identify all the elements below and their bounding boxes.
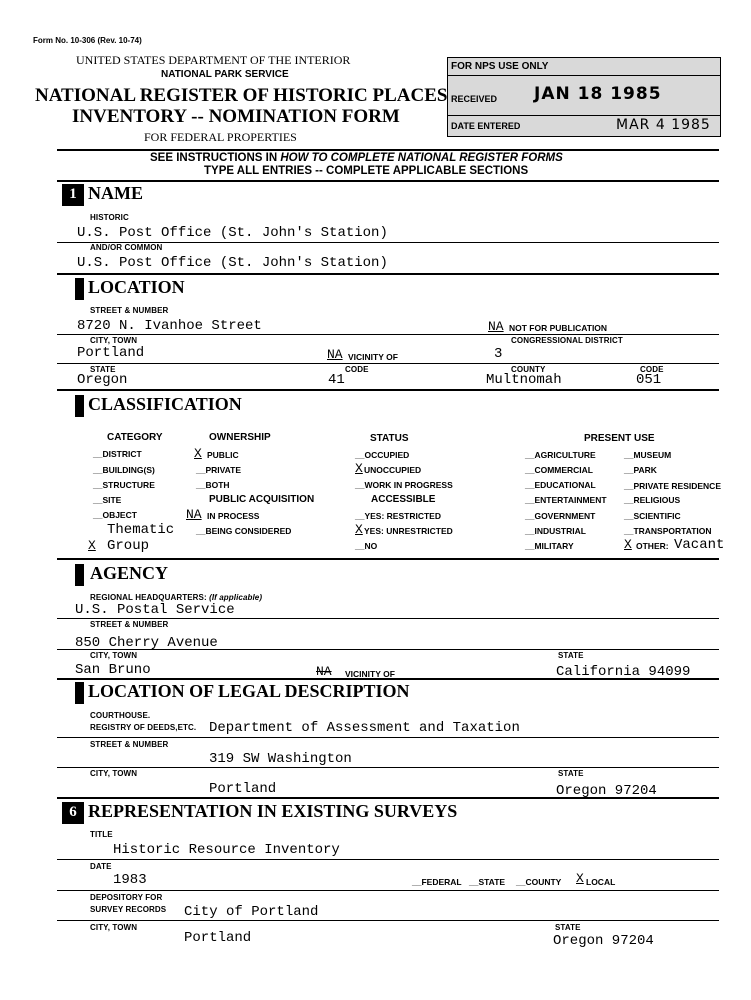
use-museum: __MUSEUM bbox=[624, 450, 672, 460]
use-religious: __RELIGIOUS bbox=[624, 495, 681, 505]
received-label: RECEIVED bbox=[451, 94, 498, 104]
survey-date-label: DATE bbox=[90, 862, 112, 871]
instructions-prefix: SEE INSTRUCTIONS IN bbox=[150, 152, 281, 164]
status-heading: STATUS bbox=[370, 433, 409, 444]
use-scientific: __SCIENTIFIC bbox=[624, 511, 681, 521]
instructions-rule bbox=[57, 180, 719, 182]
category-site: __SITE bbox=[93, 495, 122, 505]
historic-name-value: U.S. Post Office (St. John's Station) bbox=[77, 225, 388, 241]
registry-value: Department of Assessment and Taxation bbox=[209, 720, 520, 736]
agency-street-label: STREET & NUMBER bbox=[90, 620, 169, 629]
use-educational: __EDUCATIONAL bbox=[525, 480, 596, 490]
survey-local-mark: X bbox=[576, 871, 584, 886]
section-4-rule bbox=[57, 678, 719, 680]
registry-rule bbox=[57, 737, 719, 738]
use-entertainment: __ENTERTAINMENT bbox=[525, 495, 607, 505]
hq-rule bbox=[57, 618, 719, 619]
use-industrial: __INDUSTRIAL bbox=[525, 526, 586, 536]
section-6-number: 6 bbox=[62, 802, 84, 824]
section-2-rule bbox=[57, 389, 719, 391]
state-code-value: 41 bbox=[328, 372, 345, 388]
service-name: NATIONAL PARK SERVICE bbox=[161, 69, 289, 80]
city-rule bbox=[57, 363, 719, 364]
form-title-line1: NATIONAL REGISTER OF HISTORIC PLACES bbox=[35, 85, 448, 106]
vicinity-mark: NA bbox=[327, 347, 343, 362]
agency-state-label: STATE bbox=[558, 651, 584, 660]
section-5-title: LOCATION OF LEGAL DESCRIPTION bbox=[88, 681, 410, 701]
group-value: Group bbox=[107, 538, 150, 554]
status-occupied: __OCCUPIED bbox=[355, 450, 410, 460]
street-rule bbox=[57, 334, 719, 335]
city-value: Portland bbox=[77, 345, 145, 361]
acq-being-considered: __BEING CONSIDERED bbox=[196, 526, 292, 536]
status-unoccupied-mark: X bbox=[355, 461, 363, 476]
legal-city-label: CITY, TOWN bbox=[90, 769, 138, 778]
depository-rule bbox=[57, 920, 719, 921]
use-other-mark: X bbox=[624, 537, 632, 552]
survey-local: LOCAL bbox=[586, 877, 616, 887]
nps-use-only-box bbox=[447, 57, 721, 137]
survey-title-value: Historic Resource Inventory bbox=[113, 842, 340, 858]
street-number-label: STREET & NUMBER bbox=[90, 306, 169, 315]
group-mark: X bbox=[88, 538, 96, 553]
category-buildings: __BUILDING(S) bbox=[93, 465, 155, 475]
nfp-mark: NA bbox=[488, 319, 504, 334]
section-1-number: 1 bbox=[62, 184, 84, 206]
ownership-private: __PRIVATE bbox=[196, 465, 242, 475]
use-agriculture: __AGRICULTURE bbox=[525, 450, 596, 460]
agency-city-value: San Bruno bbox=[75, 662, 151, 678]
use-other-label: OTHER: bbox=[636, 541, 669, 551]
use-government: __GOVERNMENT bbox=[525, 511, 596, 521]
accessible-restricted: __YES: RESTRICTED bbox=[355, 511, 441, 521]
use-military: __MILITARY bbox=[525, 541, 574, 551]
survey-title-label: TITLE bbox=[90, 830, 113, 839]
acq-in-process-mark: NA bbox=[186, 507, 202, 522]
survey-city-value: Portland bbox=[184, 930, 252, 946]
survey-state-label: STATE bbox=[555, 923, 581, 932]
category-structure: __STRUCTURE bbox=[93, 480, 155, 490]
accessible-no: __NO bbox=[355, 541, 378, 551]
survey-county: __COUNTY bbox=[516, 877, 562, 887]
common-name-value: U.S. Post Office (St. John's Station) bbox=[77, 255, 388, 271]
section-3-number bbox=[75, 395, 84, 417]
present-use-heading: PRESENT USE bbox=[584, 433, 655, 444]
date-entered-stamp: MAR 4 1985 bbox=[616, 117, 711, 133]
instructions-title: HOW TO COMPLETE NATIONAL REGISTER FORMS bbox=[280, 152, 563, 164]
department-name: UNITED STATES DEPARTMENT OF THE INTERIOR bbox=[76, 53, 351, 67]
ownership-public: PUBLIC bbox=[207, 450, 239, 460]
use-park: __PARK bbox=[624, 465, 657, 475]
category-district: __DISTRICT bbox=[93, 449, 142, 459]
nfp-label: NOT FOR PUBLICATION bbox=[509, 323, 608, 333]
agency-state-value: California 94099 bbox=[556, 664, 691, 680]
acq-in-process: IN PROCESS bbox=[207, 511, 260, 521]
legal-street-label: STREET & NUMBER bbox=[90, 740, 169, 749]
agency-vicinity-label: VICINITY OF bbox=[345, 669, 395, 679]
section-4-title: AGENCY bbox=[90, 563, 169, 583]
received-date-stamp: JAN 18 1985 bbox=[534, 84, 662, 104]
courthouse-label: COURTHOUSE. bbox=[90, 711, 151, 720]
accessible-heading: ACCESSIBLE bbox=[371, 494, 436, 505]
legal-state-value: Oregon 97204 bbox=[556, 783, 657, 799]
regional-hq-text: REGIONAL HEADQUARTERS: bbox=[90, 593, 207, 602]
ownership-heading: OWNERSHIP bbox=[209, 432, 271, 443]
form-title-line2: INVENTORY -- NOMINATION FORM bbox=[72, 106, 400, 127]
thematic-value: Thematic bbox=[107, 522, 175, 538]
nps-box-divider-2 bbox=[448, 115, 720, 116]
street-value: 8720 N. Ivanhoe Street bbox=[77, 318, 262, 334]
ownership-public-mark: X bbox=[194, 446, 202, 461]
agency-street-value: 850 Cherry Avenue bbox=[75, 635, 218, 651]
legal-city-value: Portland bbox=[209, 781, 277, 797]
section-2-number bbox=[75, 278, 84, 300]
agency-vicinity-mark: NA bbox=[316, 664, 332, 679]
survey-federal: __FEDERAL bbox=[412, 877, 462, 887]
survey-title-rule bbox=[57, 859, 719, 860]
instructions-line1 bbox=[150, 152, 563, 164]
category-object: __OBJECT bbox=[93, 510, 137, 520]
vicinity-label: VICINITY OF bbox=[348, 352, 398, 362]
county-code-value: 051 bbox=[636, 372, 662, 388]
state-label: STATE bbox=[90, 365, 116, 374]
date-entered-label: DATE ENTERED bbox=[451, 121, 521, 131]
use-transportation: __TRANSPORTATION bbox=[624, 526, 712, 536]
county-label: COUNTY bbox=[511, 365, 546, 374]
survey-city-label: CITY, TOWN bbox=[90, 923, 138, 932]
section-3-title: CLASSIFICATION bbox=[88, 394, 242, 414]
survey-state: __STATE bbox=[469, 877, 506, 887]
legal-street-rule bbox=[57, 767, 719, 768]
federal-properties-label: FOR FEDERAL PROPERTIES bbox=[144, 130, 297, 144]
legal-street-value: 319 SW Washington bbox=[209, 751, 352, 767]
category-heading: CATEGORY bbox=[107, 432, 163, 443]
state-value: Oregon bbox=[77, 372, 128, 388]
public-acquisition-heading: PUBLIC ACQUISITION bbox=[209, 494, 315, 505]
common-name-label: AND/OR COMMON bbox=[90, 243, 163, 252]
accessible-unrestricted-mark: X bbox=[355, 522, 363, 537]
county-code-label: CODE bbox=[640, 365, 664, 374]
city-label: CITY, TOWN bbox=[90, 336, 138, 345]
regional-hq-applicable: (If applicable) bbox=[209, 593, 263, 602]
instructions-line2: TYPE ALL ENTRIES -- COMPLETE APPLICABLE SECTIONS bbox=[204, 165, 529, 177]
regional-hq-value: U.S. Postal Service bbox=[75, 602, 235, 618]
nps-box-divider bbox=[448, 75, 720, 76]
section-2-title: LOCATION bbox=[88, 277, 185, 297]
use-other-value: Vacant bbox=[674, 537, 725, 553]
form-number: Form No. 10-306 (Rev. 10-74) bbox=[33, 36, 142, 45]
section-3-rule bbox=[57, 558, 719, 560]
status-unoccupied: UNOCCUPIED bbox=[364, 465, 422, 475]
survey-date-rule bbox=[57, 890, 719, 891]
registry-label: REGISTRY OF DEEDS,ETC. bbox=[90, 723, 197, 732]
legal-state-label: STATE bbox=[558, 769, 584, 778]
use-private-residence: __PRIVATE RESIDENCE bbox=[624, 481, 721, 491]
survey-state-value: Oregon 97204 bbox=[553, 933, 654, 949]
ownership-both: __BOTH bbox=[196, 480, 230, 490]
accessible-unrestricted: YES: UNRESTRICTED bbox=[364, 526, 453, 536]
header-rule bbox=[57, 149, 719, 151]
survey-date-value: 1983 bbox=[113, 872, 147, 888]
agency-street-rule bbox=[57, 649, 719, 650]
section-5-number bbox=[75, 682, 84, 704]
state-code-label: CODE bbox=[345, 365, 369, 374]
section-4-number bbox=[75, 564, 84, 586]
agency-city-label: CITY, TOWN bbox=[90, 651, 138, 660]
regional-hq-label bbox=[90, 593, 262, 602]
county-value: Multnomah bbox=[486, 372, 562, 388]
depository-label-1: DEPOSITORY FOR bbox=[90, 893, 163, 902]
congressional-district-value: 3 bbox=[494, 346, 503, 362]
congressional-district-label: CONGRESSIONAL DISTRICT bbox=[511, 336, 623, 345]
section-6-title: REPRESENTATION IN EXISTING SURVEYS bbox=[88, 801, 458, 821]
section-1-title: NAME bbox=[88, 183, 143, 203]
depository-label-2: SURVEY RECORDS bbox=[90, 905, 167, 914]
use-commercial: __COMMERCIAL bbox=[525, 465, 594, 475]
status-work-in-progress: __WORK IN PROGRESS bbox=[355, 480, 453, 490]
depository-value: City of Portland bbox=[184, 904, 319, 920]
historic-label: HISTORIC bbox=[90, 213, 129, 222]
section-5-rule bbox=[57, 797, 719, 799]
nps-box-title: FOR NPS USE ONLY bbox=[451, 61, 549, 72]
section-1-rule bbox=[57, 273, 719, 275]
